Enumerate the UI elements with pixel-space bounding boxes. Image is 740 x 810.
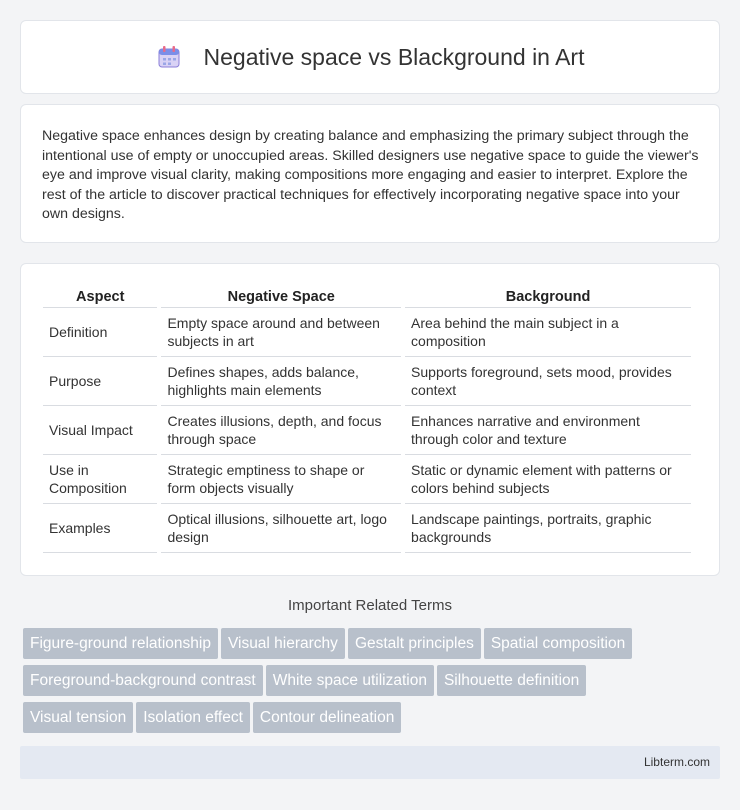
table-cell: Optical illusions, silhouette art, logo design [161,504,401,553]
table-row [43,406,691,455]
intro-text: Negative space enhances design by creating balance and emphasizing the primary subject through the intentional use of empty or unoccupied areas. Skilled designers use negative space to guide the viewer's eye and improve visual clarity, making compositions more engaging and easier to interpret. Explore the rest of the article to discover practical techniques for effectively incorporating negative space into your own designs. [42,128,699,222]
table-cell: Defines shapes, adds balance, highlights main elements [161,357,401,406]
title-card [20,20,720,94]
table-cell: Use in Composition [43,455,157,504]
table-row [43,308,691,357]
term-tag[interactable]: Isolation effect [136,702,250,733]
comparison-table-card [20,263,720,576]
footer-site-link[interactable]: Libterm.com [643,755,710,769]
table-cell: Supports foreground, sets mood, provides context [405,357,691,406]
table-row [43,357,691,406]
intro-card [20,104,720,243]
table-header-row [43,286,691,308]
table-cell: Landscape paintings, portraits, graphic backgrounds [405,504,691,553]
comparison-table [39,286,695,553]
header-aspect: Aspect [43,286,157,308]
related-terms-title: Important Related Terms [288,597,452,614]
header-negative-space: Negative Space [161,286,401,308]
table-cell: Enhances narrative and environment through color and texture [405,406,691,455]
term-tag[interactable]: Silhouette definition [437,665,586,696]
term-tag[interactable]: White space utilization [266,665,434,696]
term-tag[interactable]: Contour delineation [253,702,401,733]
term-tag[interactable]: Figure-ground relationship [23,628,218,659]
header-background: Background [405,286,691,308]
calendar-icon [156,44,182,70]
term-tag[interactable]: Visual hierarchy [221,628,345,659]
table-cell: Static or dynamic element with patterns or colors behind subjects [405,455,691,504]
page-title: Negative space vs Blackground in Art [203,43,585,70]
related-terms-list [23,628,723,739]
table-cell: Empty space around and between subjects in art [161,308,401,357]
table-cell: Area behind the main subject in a composition [405,308,691,357]
term-tag[interactable]: Visual tension [23,702,133,733]
table-cell: Definition [43,308,157,357]
table-cell: Purpose [43,357,157,406]
table-row [43,455,691,504]
table-cell: Visual Impact [43,406,157,455]
term-tag[interactable]: Spatial composition [484,628,632,659]
table-cell: Creates illusions, depth, and focus through space [161,406,401,455]
term-tag[interactable]: Gestalt principles [348,628,481,659]
table-row [43,504,691,553]
table-cell: Examples [43,504,157,553]
footer [20,746,720,779]
term-tag[interactable]: Foreground-background contrast [23,665,263,696]
table-cell: Strategic emptiness to shape or form objects visually [161,455,401,504]
